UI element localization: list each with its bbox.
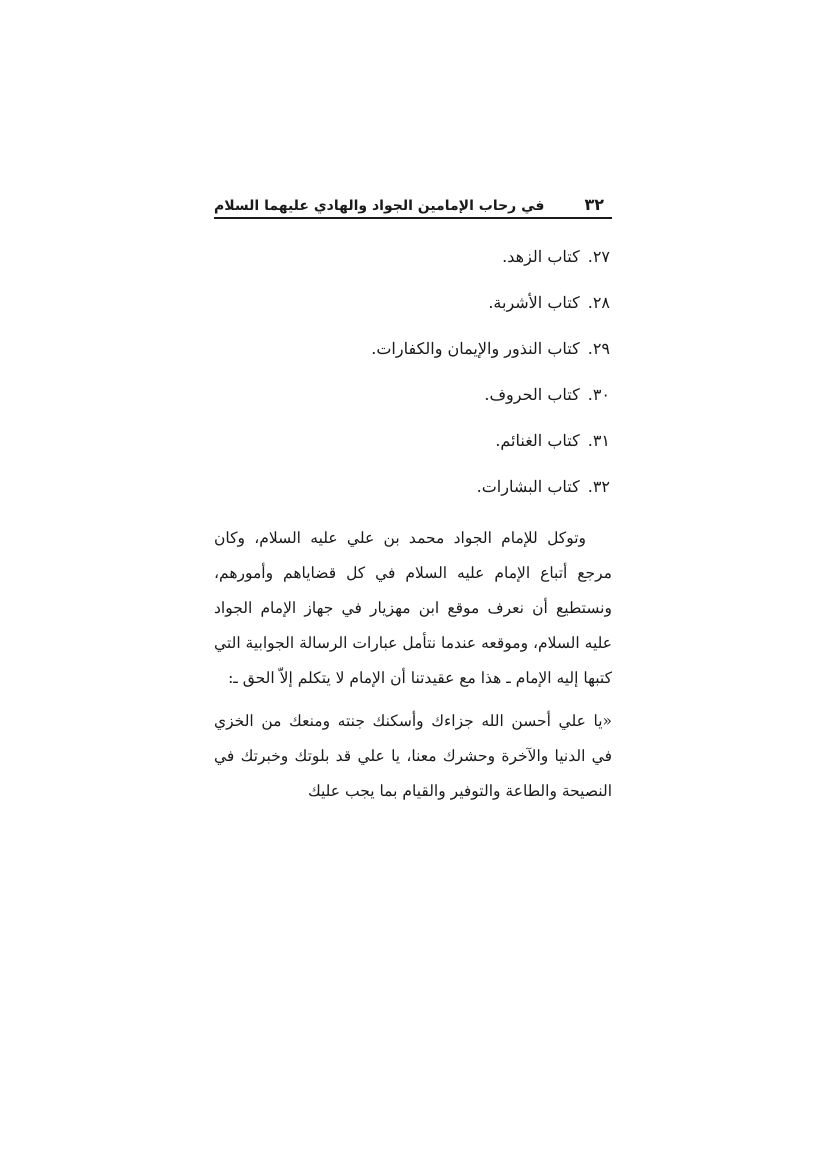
running-title: في رحاب الإمامين الجواد والهادي عليهما السلام (214, 198, 545, 214)
list-item-number: ٣١. (587, 431, 610, 450)
list-item-text: كتاب النذور والإيمان والكفارات. (371, 339, 580, 358)
body-paragraph: وتوكل للإمام الجواد محمد بن علي عليه السلام، وكان مرجع أتباع الإمام عليه السلام في كل قضاياهم وأمورهم، ونستطيع أن نعرف موقع ابن مهزيار في جهاز الإمام الجواد عليه السلام، وموقعه عندما نتأمل عبارات الرسالة الجوابية التي كتبها إليه الإمام ـ هذا مع عقيدتنا أن الإمام لا يتكلم إلاّ الحق ـ: (214, 529, 612, 687)
list-item (214, 427, 612, 473)
list-item-number: ٣٢. (587, 477, 610, 496)
list-item-text: كتاب الزهد. (502, 247, 580, 266)
list-item-number: ٢٧. (587, 247, 610, 266)
page-header (214, 188, 612, 217)
list-item-text: كتاب الغنائم. (495, 431, 580, 450)
list-item-text: كتاب الأشربة. (488, 293, 580, 312)
page-number: ٣٢ (584, 195, 604, 214)
book-list (214, 243, 612, 519)
list-item-text: كتاب البشارات. (476, 477, 580, 496)
list-item (214, 243, 612, 289)
quoted-letter-paragraph: «يا علي أحسن الله جزاءك وأسكنك جنته ومنعك من الخزي في الدنيا والآخرة وحشرك معنا، يا علي قد بلوتك وخبرتك في النصيحة والطاعة والتوفير والقيام بما يجب عليك (214, 712, 612, 800)
list-item-text: كتاب الحروف. (484, 385, 580, 404)
list-item (214, 381, 612, 427)
list-item-number: ٢٩. (587, 339, 610, 358)
list-item-number: ٢٨. (587, 293, 610, 312)
list-item (214, 335, 612, 381)
list-item-number: ٣٠. (587, 385, 610, 404)
list-item (214, 473, 612, 519)
list-item (214, 289, 612, 335)
header-rule (214, 217, 612, 219)
book-page (214, 188, 612, 809)
